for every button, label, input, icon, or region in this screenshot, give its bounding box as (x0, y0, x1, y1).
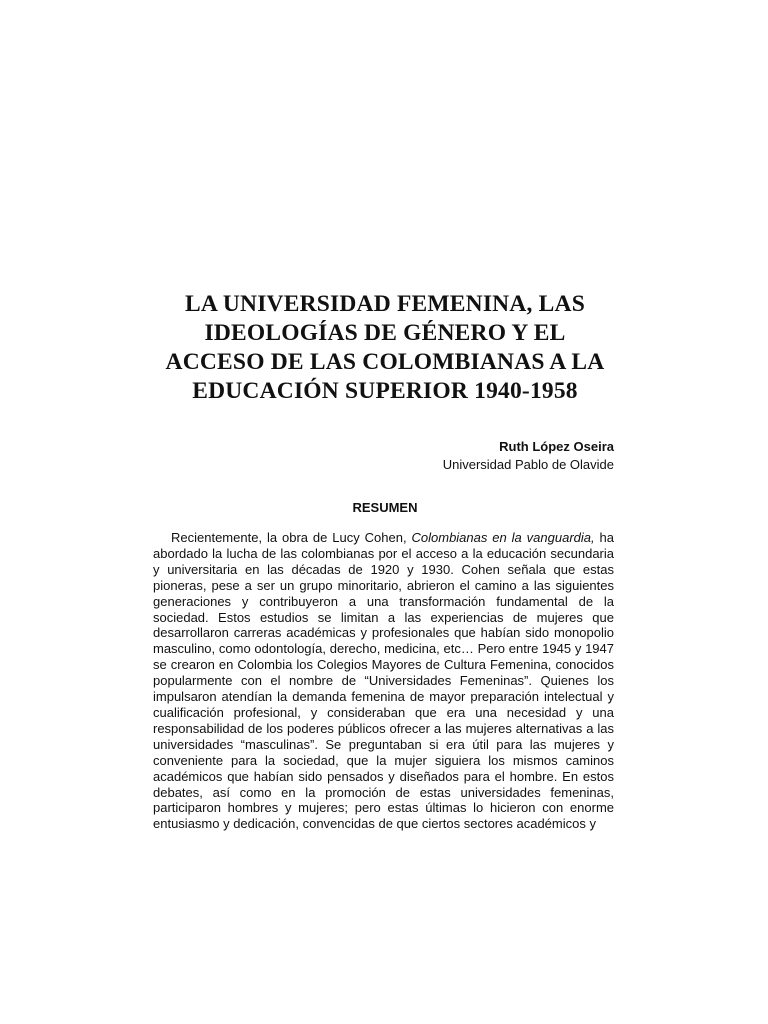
abstract-heading: RESUMEN (352, 500, 418, 515)
title-line-2: IDEOLOGÍAS DE GÉNERO Y EL (204, 320, 566, 346)
author-block (443, 438, 614, 474)
abstract-text-rest: ha abordado la lucha de las colombianas por el acceso a la educación secundaria y universitaria en las décadas de 1920 y 1930. Cohen señala que estas pioneras, pese a ser un grupo minoritario, abrieron el camino a las siguientes generaciones y contribuyeron a una transformación fundamental de la sociedad. Estos estudios se limitan a las experiencias de mujeres que desarrollaron carreras académicas y profesionales que habían sido monopolio masculino, como odontología, derecho, medicina, etc… Pero entre 1945 y 1947 se crearon en Colombia los Colegios Mayores de Cultura Femenina, conocidos popularmente con el nombre de “Universidades Femeninas”. Quienes los impulsaron atendían la demanda femenina de mayor preparación intelectual y cualificación profesional, y consideraban que era una necesidad y una responsabilidad de los poderes públicos ofrecer a las mujeres alternativas a las universidades “masculinas”. Se preguntaban si era útil para las mujeres y conveniente para la sociedad, que la mujer siguiera los mismos caminos académicos que habían sido pensados y diseñados para el hombre. En estos debates, así como en la promoción de estas universidades femeninas, participaron hombres y mujeres; pero estas últimas lo hicieron con enorme entusiasmo y dedicación, convencidas de que ciertos sectores académicos y (153, 530, 614, 832)
abstract-text-start: Recientemente, la obra de Lucy Cohen, (171, 530, 412, 545)
title-line-4: EDUCACIÓN SUPERIOR 1940-1958 (192, 378, 578, 404)
title-line-3: ACCESO DE LAS COLOMBIANAS A LA (165, 349, 605, 375)
abstract-book-title: Colombianas en la vanguardia, (411, 530, 595, 545)
author-name: Ruth López Oseira (499, 439, 614, 454)
author-affiliation: Universidad Pablo de Olavide (442, 457, 614, 472)
title-line-1: LA UNIVERSIDAD FEMENINA, LAS (185, 291, 585, 317)
abstract-paragraph (153, 530, 614, 832)
paper-title (150, 290, 620, 406)
